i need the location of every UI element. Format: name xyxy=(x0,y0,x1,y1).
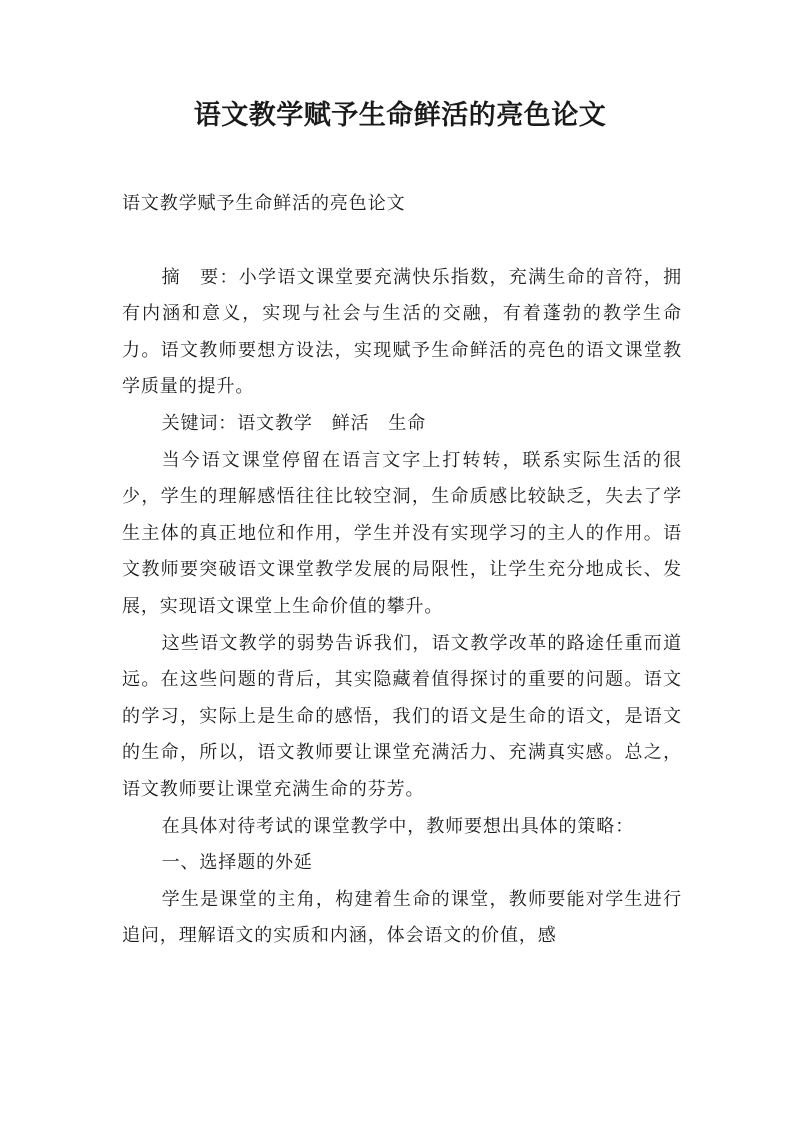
body-paragraph: 在具体对待考试的课堂教学中，教师要想出具体的策略： xyxy=(161,815,635,837)
body-paragraph: 当今语文课堂停留在语言文字上打转转，联系实际生活的很少，学生的理解感悟往往比较空洞，生命质感比较缺乏，失去了学生主体的真正地位和作用，学生并没有实现学习的主人的作用。语文教师要突破语文课堂教学发展的局限性，让学生充分地成长、发展，实现语文课堂上生命价值的攀升。 xyxy=(122,449,682,617)
body-paragraph: 学生是课堂的主角，构建着生命的课堂，教师要能对学生进行追问，理解语文的实质和内涵，体会语文的价值，感 xyxy=(122,888,682,947)
blank-line xyxy=(122,223,682,260)
body-paragraph: 这些语文教学的弱势告诉我们，语文教学改革的路途任重而道远。在这些问题的背后，其实隐藏着值得探讨的重要的问题。语文的学习，实际上是生命的感悟，我们的语文是生命的语文，是语文的生命，所以，语文教师要让课堂充满活力、充满真实感。总之，语文教师要让课堂充满生命的芬芳。 xyxy=(122,632,682,800)
document-subtitle: 语文教学赋予生命鲜活的亮色论文 xyxy=(122,193,406,214)
document-body xyxy=(122,186,682,955)
keywords-paragraph: 关键词：语文教学 鲜活 生命 xyxy=(161,412,427,434)
section-heading: 一、选择题的外延 xyxy=(161,852,313,874)
document-title: 语文教学赋予生命鲜活的亮色论文 xyxy=(193,100,607,131)
abstract-paragraph: 摘 要：小学语文课堂要充满快乐指数，充满生命的音符，拥有内涵和意义，实现与社会与生活的交融，有着蓬勃的教学生命力。语文教师要想方设法，实现赋予生命鲜活的亮色的语文课堂教学质量的提升。 xyxy=(122,266,682,398)
